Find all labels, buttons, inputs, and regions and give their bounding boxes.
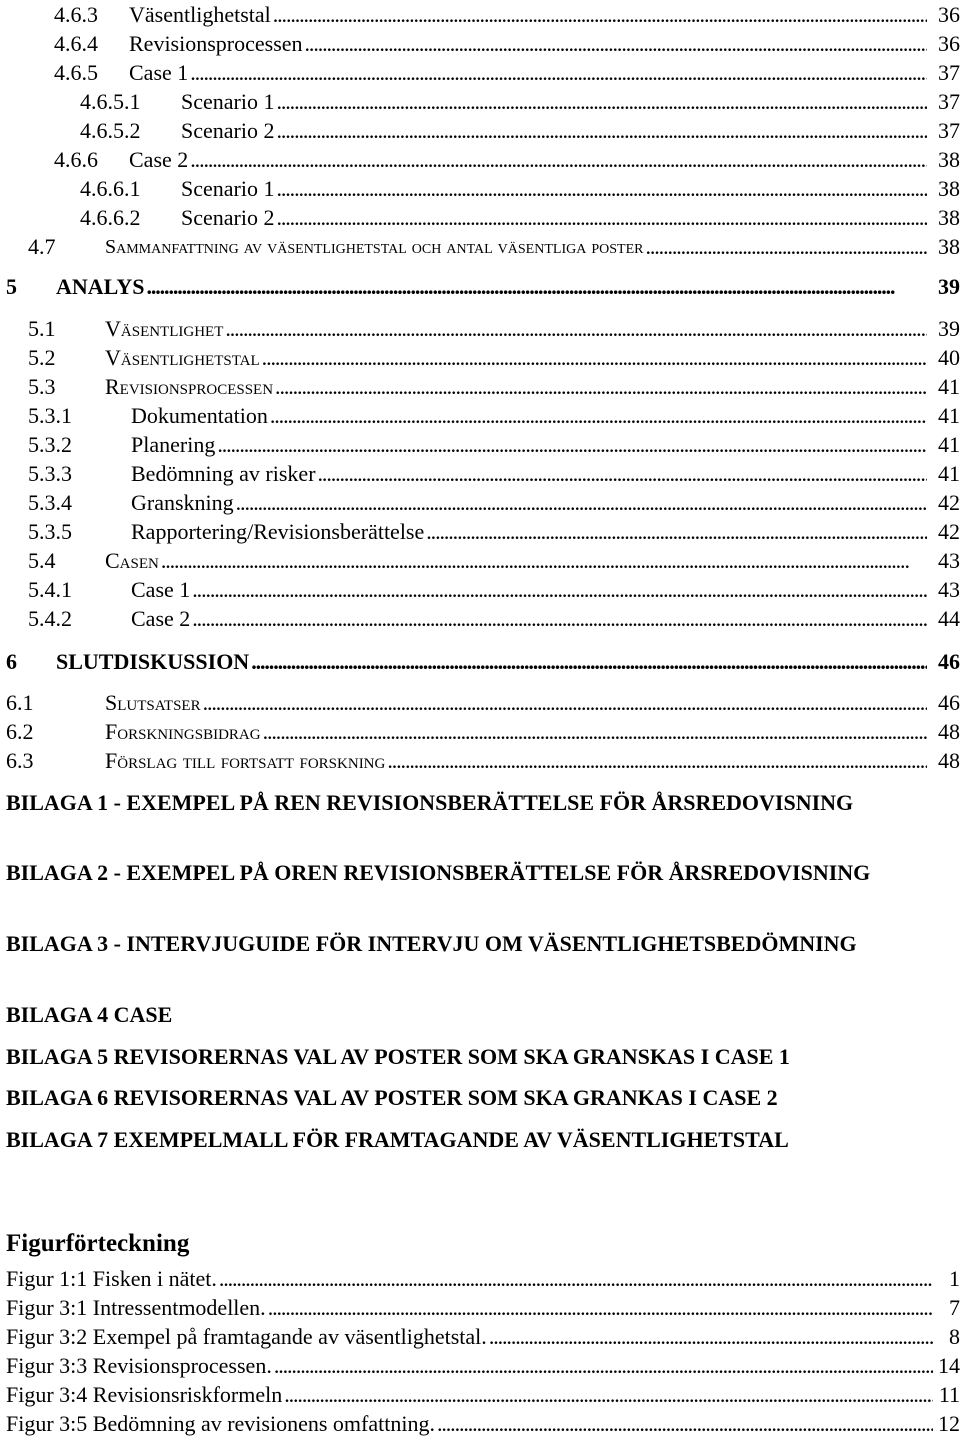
dot-leader — [305, 31, 927, 57]
dot-leader — [219, 1266, 933, 1292]
dot-leader — [426, 519, 927, 545]
dot-leader — [437, 1411, 933, 1437]
toc-number: 5.3.3 — [28, 461, 72, 486]
dot-leader — [203, 690, 927, 716]
toc-number: 5.4 — [28, 548, 56, 573]
toc-page: 38 — [938, 147, 960, 172]
figure-page: 7 — [949, 1295, 960, 1320]
toc-entry[interactable] — [0, 686, 960, 716]
toc-entry[interactable] — [0, 645, 960, 675]
dot-leader — [276, 118, 927, 144]
toc-number: 5.3 — [28, 374, 56, 399]
figure-entry[interactable] — [0, 1291, 960, 1321]
figure-page: 12 — [938, 1411, 960, 1436]
toc-number: 6.1 — [6, 690, 34, 715]
toc-number: 4.6.4 — [54, 31, 98, 56]
toc-title: Dokumentation — [131, 403, 268, 428]
dot-leader — [192, 577, 927, 603]
dot-leader — [276, 176, 927, 202]
toc-page: 41 — [938, 461, 960, 486]
toc-page: 36 — [938, 2, 960, 27]
toc-title: Planering — [131, 432, 216, 457]
bilaga-entry[interactable]: BILAGA 4 CASE — [6, 1002, 173, 1027]
toc-page: 41 — [938, 432, 960, 457]
toc-number: 5.2 — [28, 345, 56, 370]
toc-title: SLUTDISKUSSION — [56, 649, 250, 674]
toc-entry[interactable] — [0, 270, 960, 300]
toc-page: 37 — [938, 89, 960, 114]
dot-leader — [387, 748, 927, 774]
toc-entry[interactable] — [0, 399, 960, 429]
toc-entry[interactable] — [0, 515, 960, 545]
toc-title: Revisionsprocessen — [129, 31, 303, 56]
toc-title: Scenario 1 — [181, 176, 275, 201]
dot-leader — [225, 316, 927, 342]
figure-page: 8 — [949, 1324, 960, 1349]
toc-number: 6.3 — [6, 748, 34, 773]
toc-page: 38 — [938, 176, 960, 201]
toc-number: 4.6.5.1 — [80, 89, 141, 114]
toc-page: 37 — [938, 60, 960, 85]
dot-leader — [645, 234, 927, 260]
dot-leader — [236, 490, 927, 516]
toc-entry[interactable] — [0, 201, 960, 231]
figure-title: Figur 3:3 Revisionsprocessen. — [6, 1353, 272, 1378]
toc-title: Väsentlighetstal — [129, 2, 271, 27]
toc-number: 5.3.5 — [28, 519, 72, 544]
toc-page: 46 — [938, 649, 960, 674]
toc-page: 40 — [938, 345, 960, 370]
figure-entry[interactable] — [0, 1378, 960, 1408]
dot-leader — [190, 60, 927, 86]
toc-entry[interactable] — [0, 428, 960, 458]
toc-page: 43 — [938, 548, 960, 573]
toc-entry[interactable] — [0, 312, 960, 342]
dot-leader — [217, 432, 927, 458]
toc-entry[interactable] — [0, 0, 960, 28]
dot-leader — [276, 205, 927, 231]
toc-number: 4.6.5 — [54, 60, 98, 85]
toc-title: Scenario 2 — [181, 118, 275, 143]
dot-leader — [284, 1382, 933, 1408]
figure-title: Figur 3:5 Bedömning av revisionens omfattning. — [6, 1411, 435, 1436]
toc-page: 37 — [938, 118, 960, 143]
toc-entry[interactable] — [0, 143, 960, 173]
toc-entry[interactable] — [0, 114, 960, 144]
figure-entry[interactable] — [0, 1262, 960, 1292]
toc-page: 41 — [938, 374, 960, 399]
toc-number: 5.4.2 — [28, 606, 72, 631]
toc-page: 46 — [938, 690, 960, 715]
dot-leader — [273, 2, 927, 28]
dot-leader — [274, 1353, 933, 1379]
toc-entry[interactable] — [0, 85, 960, 115]
figure-entry[interactable] — [0, 1320, 960, 1350]
toc-entry[interactable] — [0, 602, 960, 632]
toc-entry[interactable] — [0, 457, 960, 487]
figure-page: 14 — [938, 1353, 960, 1378]
toc-title: Case 1 — [129, 60, 189, 85]
figures-heading: Figurförteckning — [6, 1230, 190, 1257]
figure-entry[interactable] — [0, 1407, 960, 1437]
toc-entry[interactable] — [0, 715, 960, 745]
toc-number: 6.2 — [6, 719, 34, 744]
toc-page: 39 — [938, 316, 960, 341]
toc-title: Bedömning av risker — [131, 461, 316, 486]
toc-entry[interactable] — [0, 341, 960, 371]
toc-title: Forskningsbidrag — [105, 719, 261, 744]
toc-entry[interactable] — [0, 573, 960, 603]
bilaga-entry[interactable]: BILAGA 5 REVISORERNAS VAL AV POSTER SOM SKA GRANSKAS I CASE 1 — [6, 1044, 790, 1069]
toc-number: 4.6.6.1 — [80, 176, 141, 201]
toc-number: 5.1 — [28, 316, 56, 341]
toc-title: Case 1 — [131, 577, 191, 602]
toc-page: 36 — [938, 31, 960, 56]
toc-title: ANALYS — [56, 274, 145, 299]
toc-page: 42 — [938, 490, 960, 515]
dot-leader — [161, 548, 927, 574]
bilaga-entry[interactable]: BILAGA 6 REVISORERNAS VAL AV POSTER SOM SKA GRANKAS I CASE 2 — [6, 1085, 778, 1110]
dot-leader — [489, 1324, 933, 1350]
bilaga-entry[interactable]: BILAGA 7 EXEMPELMALL FÖR FRAMTAGANDE AV VÄSENTLIGHETSTAL — [6, 1127, 789, 1152]
toc-entry[interactable] — [0, 486, 960, 516]
dot-leader — [276, 89, 927, 115]
toc-page: 44 — [938, 606, 960, 631]
toc-page: 38 — [938, 234, 960, 259]
toc-title: Väsentlighet — [105, 316, 224, 341]
toc-title: Granskning — [131, 490, 234, 515]
toc-title: Sammanfattning av väsentlighetstal och antal väsentliga poster — [105, 236, 644, 258]
toc-number: 5.3.1 — [28, 403, 72, 428]
toc-number: 4.7 — [28, 234, 56, 259]
dot-leader — [146, 274, 927, 300]
bilaga-entry[interactable]: BILAGA 3 - INTERVJUGUIDE FÖR INTERVJU OM VÄSENTLIGHETSBEDÖMNING — [6, 931, 857, 956]
dot-leader — [251, 649, 927, 675]
figure-page: 1 — [949, 1266, 960, 1291]
bilaga-entry[interactable]: BILAGA 2 - EXEMPEL PÅ OREN REVISIONSBERÄTTELSE FÖR ÅRSREDOVISNING — [6, 860, 871, 885]
toc-entry[interactable] — [0, 744, 960, 774]
toc-title: Väsentlighetstal — [105, 345, 260, 370]
toc-entry[interactable] — [0, 172, 960, 202]
toc-title: Casen — [105, 548, 159, 573]
dot-leader — [318, 461, 927, 487]
toc-title: Revisionsprocessen — [105, 374, 274, 399]
toc-number: 4.6.6.2 — [80, 205, 141, 230]
toc-title: Scenario 1 — [181, 89, 275, 114]
toc-page: 38 — [938, 205, 960, 230]
dot-leader — [262, 345, 927, 371]
figure-title: Figur 3:2 Exempel på framtagande av väsentlighetstal. — [6, 1324, 487, 1349]
figure-title: Figur 3:4 Revisionsriskformeln — [6, 1382, 283, 1407]
toc-title: Case 2 — [129, 147, 189, 172]
toc-page: 43 — [938, 577, 960, 602]
dot-leader — [268, 1295, 933, 1321]
toc-page: 39 — [938, 274, 960, 299]
toc-entry[interactable] — [0, 27, 960, 57]
toc-number: 4.6.6 — [54, 147, 98, 172]
toc-number: 5 — [6, 274, 17, 299]
toc-entry[interactable] — [0, 230, 960, 260]
dot-leader — [190, 147, 927, 173]
toc-number: 5.3.4 — [28, 490, 72, 515]
figure-page: 11 — [938, 1382, 960, 1407]
figure-title: Figur 1:1 Fisken i nätet. — [6, 1266, 217, 1291]
toc-number: 6 — [6, 649, 17, 674]
toc-title: Slutsatser — [105, 690, 201, 715]
toc-number: 4.6.5.2 — [80, 118, 141, 143]
figure-entry[interactable] — [0, 1349, 960, 1379]
toc-entry[interactable] — [0, 544, 960, 574]
toc-entry[interactable] — [0, 370, 960, 400]
dot-leader — [270, 403, 927, 429]
dot-leader — [192, 606, 927, 632]
toc-number: 4.6.3 — [54, 2, 98, 27]
dot-leader — [275, 374, 927, 400]
toc-number: 5.3.2 — [28, 432, 72, 457]
toc-page: 48 — [938, 748, 960, 773]
toc-page: 48 — [938, 719, 960, 744]
toc-title: Scenario 2 — [181, 205, 275, 230]
figure-title: Figur 3:1 Intressentmodellen. — [6, 1295, 266, 1320]
toc-entry[interactable] — [0, 56, 960, 86]
toc-title: Rapportering/Revisionsberättelse — [131, 519, 425, 544]
toc-page: 42 — [938, 519, 960, 544]
toc-number: 5.4.1 — [28, 577, 72, 602]
toc-title: Förslag till fortsatt forskning — [105, 748, 386, 773]
bilaga-entry[interactable]: BILAGA 1 - EXEMPEL PÅ REN REVISIONSBERÄTTELSE FÖR ÅRSREDOVISNING — [6, 790, 854, 815]
dot-leader — [263, 719, 927, 745]
toc-title: Case 2 — [131, 606, 191, 631]
toc-page: 41 — [938, 403, 960, 428]
